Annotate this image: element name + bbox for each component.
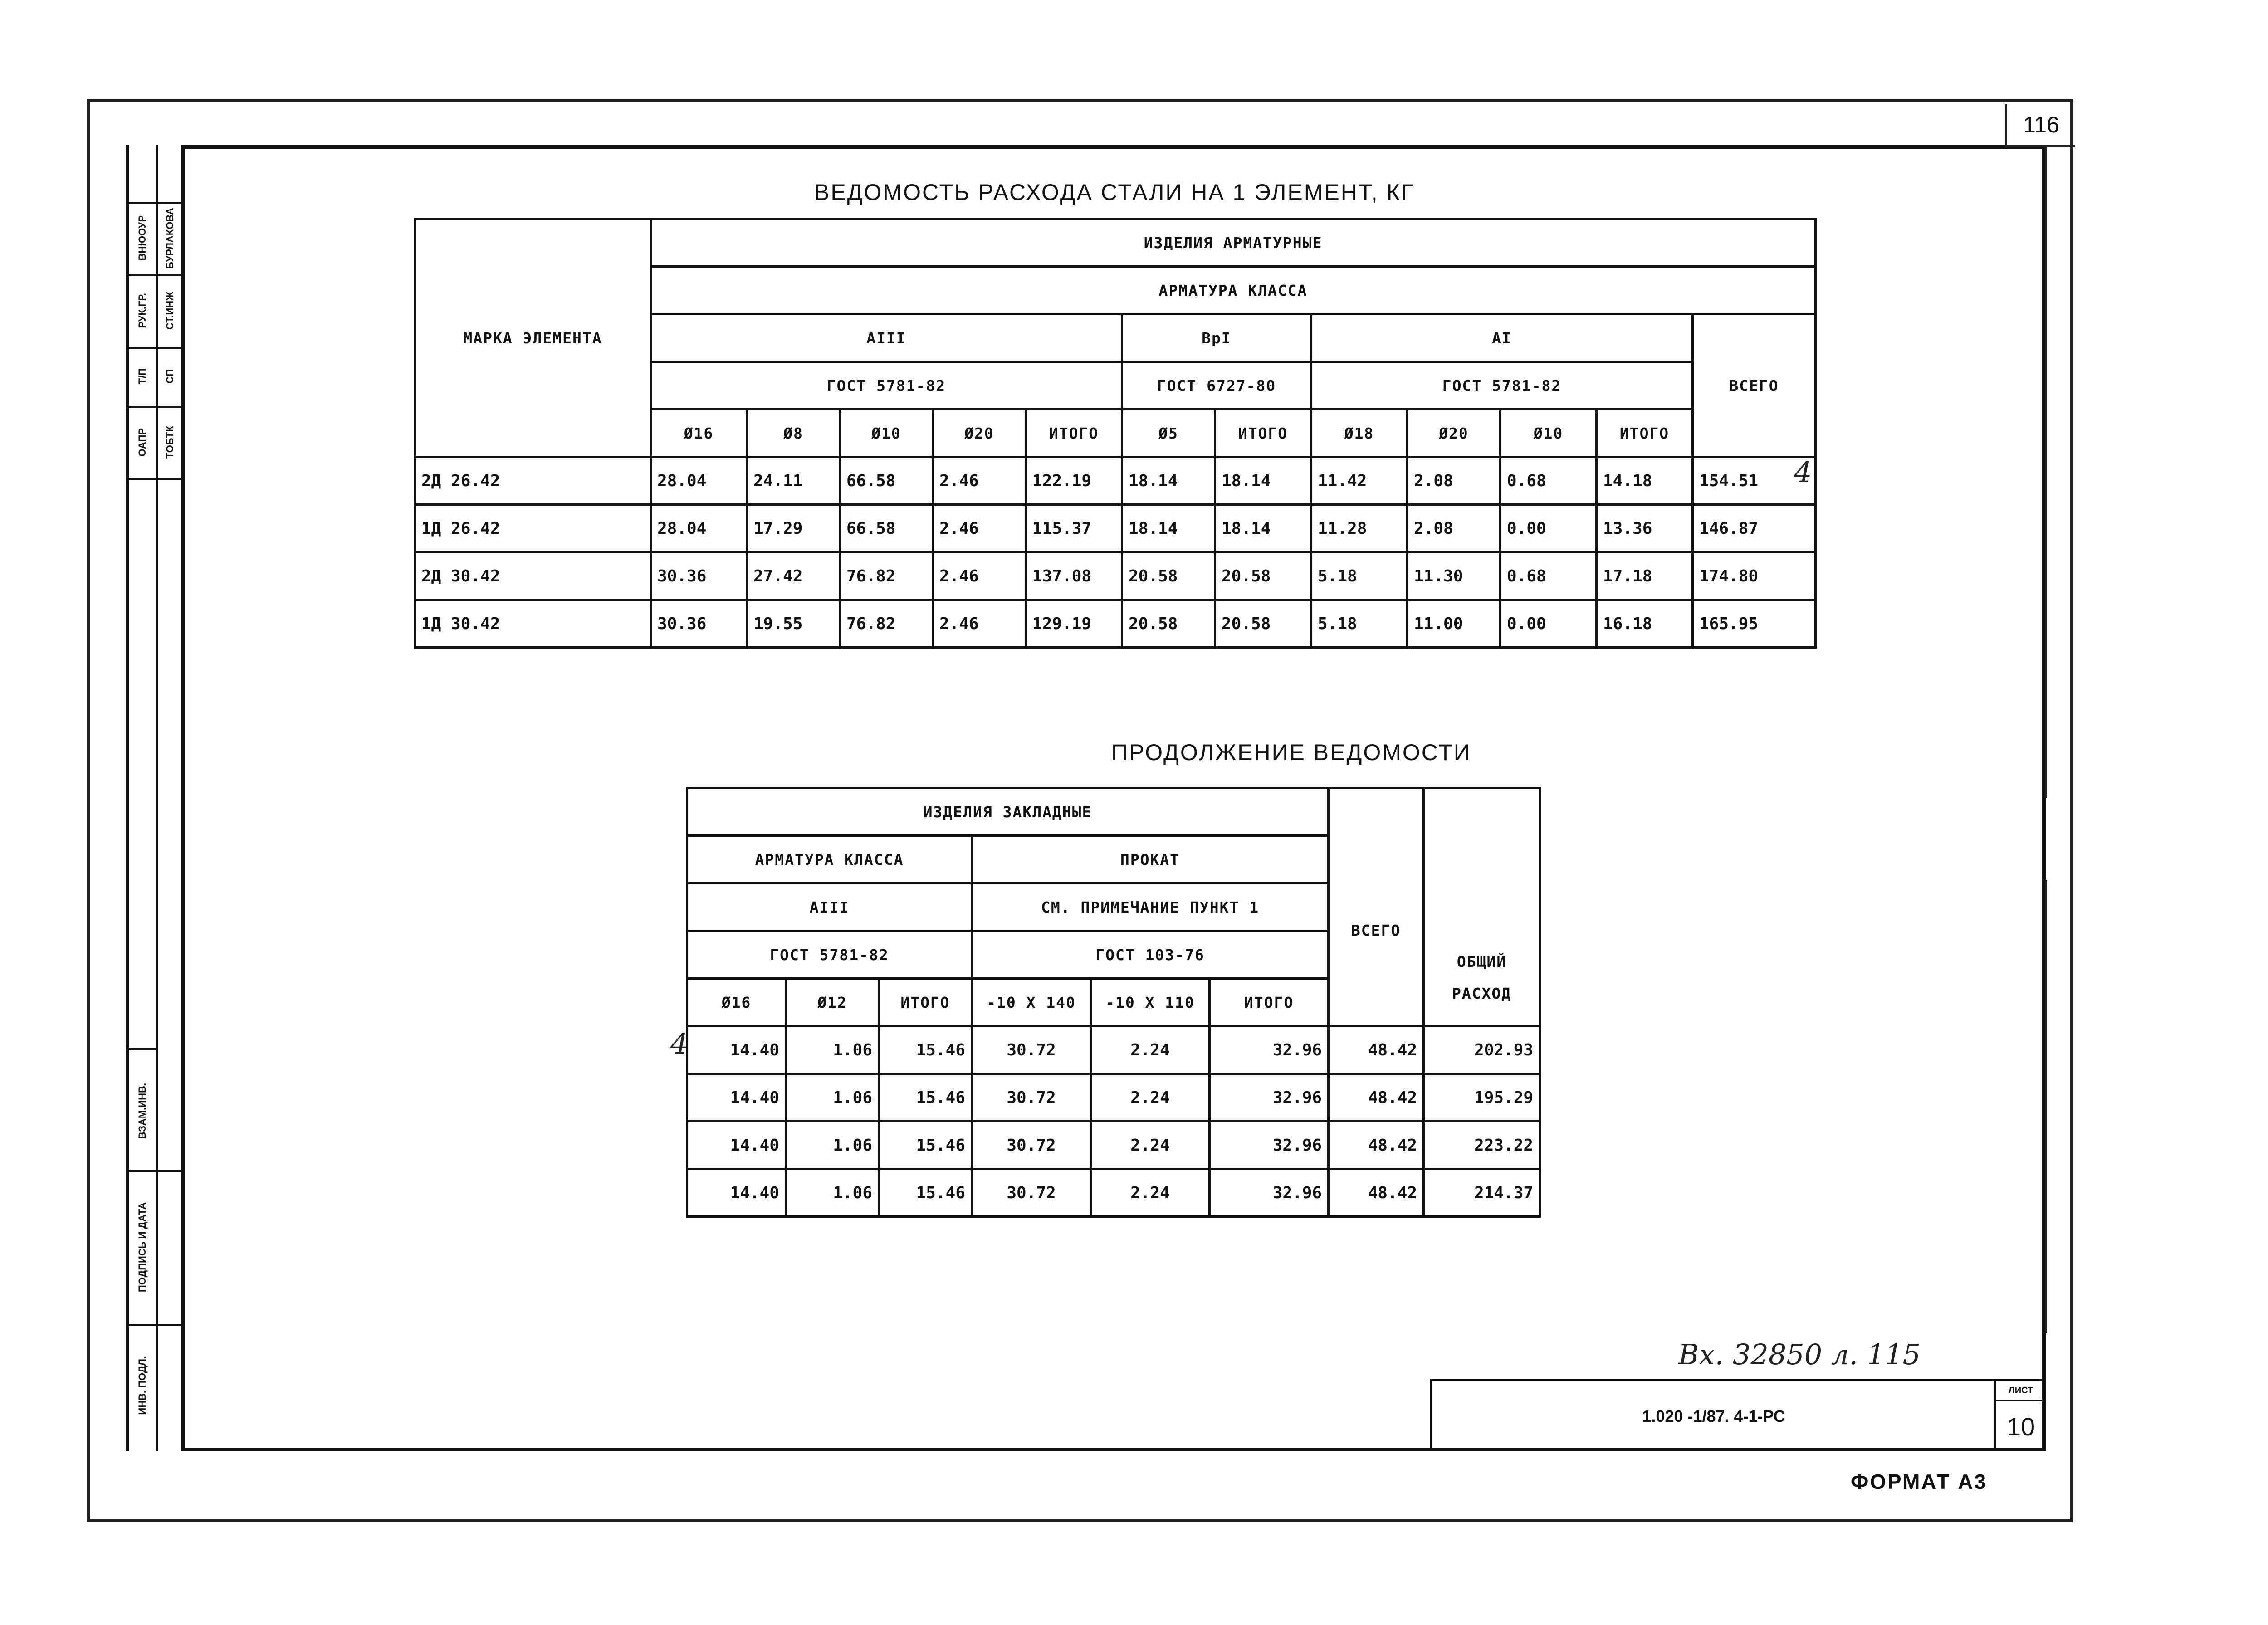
col-header: Ø5 (1122, 410, 1215, 457)
table-cell: 18.14 (1122, 505, 1215, 552)
table-cell: 14.40 (687, 1169, 786, 1217)
col-header-2: ИТОГО (1210, 979, 1329, 1026)
sidebar-label-interchange: ВЗАМ.ИНВ. (137, 1083, 148, 1139)
col-header: ИТОГО (1215, 410, 1311, 457)
gost-right-2: ГОСТ 103-76 (972, 931, 1329, 979)
overall-header (1424, 931, 1540, 1026)
table-cell: 165.95 (1693, 600, 1816, 648)
rolled-header: ПРОКАТ (972, 836, 1329, 883)
table-cell: 48.42 (1329, 1122, 1424, 1169)
table-cell: 48.42 (1329, 1026, 1424, 1074)
table-cell: 30.72 (972, 1074, 1091, 1122)
table-row (415, 552, 1816, 600)
table-cell: 5.18 (1311, 600, 1408, 648)
gost-left-2: ГОСТ 5781-82 (687, 931, 972, 979)
sidebar-label-6: СТ.ИНЖ (164, 292, 176, 330)
sidebar-label-8: БУРЛАКОВА (164, 207, 176, 269)
class-aiii-2: АIII (687, 883, 972, 931)
col-header: Ø20 (1408, 410, 1501, 457)
table-cell: 146.87 (1693, 505, 1816, 552)
col-header: Ø10 (1501, 410, 1597, 457)
table-row (415, 505, 1816, 552)
table-cell: 1.06 (786, 1122, 879, 1169)
sheet-number-top: 116 (2005, 104, 2075, 147)
col-header: ИТОГО (1026, 410, 1122, 457)
table-cell: 122.19 (1026, 457, 1122, 505)
table-cell: 28.04 (651, 457, 747, 505)
class-aiii: АIII (651, 314, 1122, 362)
table-cell: 11.28 (1311, 505, 1408, 552)
document-code: 1.020 -1/87. 4-1-РС (1642, 1407, 1785, 1425)
table-cell: 1.06 (786, 1074, 879, 1122)
table-cell: 18.14 (1215, 457, 1311, 505)
table-cell: 2.08 (1408, 457, 1501, 505)
table-cell: 2.24 (1091, 1026, 1210, 1074)
table-cell: 76.82 (840, 552, 933, 600)
table-cell: 18.14 (1122, 457, 1215, 505)
col-header: ИТОГО (1597, 410, 1693, 457)
table2-body (687, 1026, 1540, 1217)
table1-title: ВЕДОМОСТЬ РАСХОДА СТАЛИ НА 1 ЭЛЕМЕНТ, КГ (814, 180, 1415, 205)
table2-title: ПРОДОЛЖЕНИЕ ВЕДОМОСТИ (1111, 740, 1471, 765)
class-ai: АI (1311, 314, 1693, 362)
table-cell: 17.18 (1597, 552, 1693, 600)
table-cell: 1.06 (786, 1169, 879, 1217)
col-header: Ø16 (651, 410, 747, 457)
element-mark: 2Д 26.42 (415, 457, 651, 505)
table2-margin-mark: 4 (670, 1027, 689, 1060)
table-cell: 214.37 (1424, 1169, 1540, 1217)
class-header: АРМАТУРА КЛАССА (651, 267, 1816, 314)
table-row (687, 1169, 1540, 1217)
total-header-2: ВСЕГО (1329, 836, 1424, 1026)
table-row (687, 1074, 1540, 1122)
table-cell: 0.00 (1501, 600, 1597, 648)
table-cell: 2.46 (933, 552, 1026, 600)
table-cell: 20.58 (1215, 600, 1311, 648)
table-cell: 30.72 (972, 1122, 1091, 1169)
format-label: ФОРМАТ А3 (1851, 1470, 1988, 1493)
element-mark: 1Д 30.42 (415, 600, 651, 648)
table-cell: 16.18 (1597, 600, 1693, 648)
table-cell: 0.68 (1501, 457, 1597, 505)
table-cell: 30.36 (651, 552, 747, 600)
table-cell: 137.08 (1026, 552, 1122, 600)
class-vri: ВрI (1122, 314, 1311, 362)
table-cell: 115.37 (1026, 505, 1122, 552)
table-cell: 30.72 (972, 1169, 1091, 1217)
table-cell: 2.24 (1091, 1074, 1210, 1122)
table-cell: 202.93 (1424, 1026, 1540, 1074)
table-cell: 15.46 (879, 1169, 972, 1217)
table-cell: 195.29 (1424, 1074, 1540, 1122)
col-header-2: -10 Х 110 (1091, 979, 1210, 1026)
table-cell: 11.30 (1408, 552, 1501, 600)
table-cell: 154.51 (1693, 457, 1816, 505)
table-row (415, 600, 1816, 648)
steel-consumption-table (414, 218, 1817, 649)
handwritten-reference: Вх. 32850 л. 115 (1678, 1338, 1921, 1371)
table-cell: 2.24 (1091, 1122, 1210, 1169)
col-header-2: Ø12 (786, 979, 879, 1026)
table-cell: 14.40 (687, 1074, 786, 1122)
table-cell: 174.80 (1693, 552, 1816, 600)
table-cell: 15.46 (879, 1026, 972, 1074)
table-cell: 32.96 (1210, 1026, 1329, 1074)
table-cell: 13.36 (1597, 505, 1693, 552)
table-cell: 1.06 (786, 1026, 879, 1074)
left-sidebar (126, 145, 181, 1451)
col-header-2: -10 Х 140 (972, 979, 1091, 1026)
sidebar-label-original: ИНВ. ПОДЛ. (137, 1356, 148, 1415)
table-cell: 0.68 (1501, 552, 1597, 600)
table-cell: 76.82 (840, 600, 933, 648)
mark-header: МАРКА ЭЛЕМЕНТА (415, 219, 651, 457)
sidebar-label-1: ОАПР (137, 428, 148, 457)
table-cell: 14.40 (687, 1122, 786, 1169)
table-row (687, 1026, 1540, 1074)
table-cell: 0.00 (1501, 505, 1597, 552)
element-mark: 2Д 30.42 (415, 552, 651, 600)
col-header: Ø20 (933, 410, 1026, 457)
sheet-number: 10 (2006, 1412, 2035, 1441)
table-cell: 20.58 (1122, 600, 1215, 648)
right-rule (2045, 145, 2047, 798)
gost-ai: ГОСТ 5781-82 (1311, 362, 1693, 410)
table-cell: 32.96 (1210, 1169, 1329, 1217)
element-mark: 1Д 26.42 (415, 505, 651, 552)
col-header-2: Ø16 (687, 979, 786, 1026)
table-cell: 129.19 (1026, 600, 1122, 648)
col-header: Ø18 (1311, 410, 1408, 457)
table-cell: 19.55 (747, 600, 840, 648)
table-cell: 11.00 (1408, 600, 1501, 648)
table-cell: 20.58 (1215, 552, 1311, 600)
sidebar-label-4: СП (164, 369, 176, 384)
table-cell: 2.46 (933, 505, 1026, 552)
sidebar-label-2: ТОБТК (164, 425, 176, 459)
gost-aiii: ГОСТ 5781-82 (651, 362, 1122, 410)
table-cell: 14.40 (687, 1026, 786, 1074)
table-cell: 223.22 (1424, 1122, 1540, 1169)
table-cell: 14.18 (1597, 457, 1693, 505)
rolled-note: СМ. ПРИМЕЧАНИЕ ПУНКТ 1 (972, 883, 1329, 931)
table-row (415, 457, 1816, 505)
col-header-2: ИТОГО (879, 979, 972, 1026)
table-cell: 32.96 (1210, 1074, 1329, 1122)
table-cell: 18.14 (1215, 505, 1311, 552)
class-header-2: АРМАТУРА КЛАССА (687, 836, 972, 883)
table-cell: 2.46 (933, 457, 1026, 505)
table-cell: 20.58 (1122, 552, 1215, 600)
table-cell: 15.46 (879, 1074, 972, 1122)
table1-body (415, 457, 1816, 648)
overall-header-text: ОБЩИЙ РАСХОД (1452, 953, 1512, 1003)
sheet-label: ЛИСТ (1996, 1381, 2046, 1401)
sidebar-label-signature: ПОДПИСЬ И ДАТА (137, 1202, 148, 1293)
table-cell: 48.42 (1329, 1169, 1424, 1217)
table-cell: 30.72 (972, 1026, 1091, 1074)
col-header: Ø8 (747, 410, 840, 457)
table-cell: 30.36 (651, 600, 747, 648)
table-cell: 11.42 (1311, 457, 1408, 505)
sidebar-label-5: РУК.ГР. (137, 293, 148, 328)
table-cell: 66.58 (840, 457, 933, 505)
table-cell: 2.46 (933, 600, 1026, 648)
table-cell: 66.58 (840, 505, 933, 552)
right-rule-lower (2045, 880, 2047, 1333)
group-header: ИЗДЕЛИЯ АРМАТУРНЫЕ (651, 219, 1816, 267)
gost-vri: ГОСТ 6727-80 (1122, 362, 1311, 410)
table-cell: 24.11 (747, 457, 840, 505)
sidebar-label-7: ВНЮОУР (137, 215, 148, 261)
table-cell: 2.24 (1091, 1169, 1210, 1217)
sidebar-label-3: Т/П (137, 368, 148, 385)
col-header: Ø10 (840, 410, 933, 457)
table1-margin-mark: 4 (1794, 456, 1812, 489)
table-row (687, 1122, 1540, 1169)
table-cell: 2.08 (1408, 505, 1501, 552)
sheet-box (1994, 1381, 2046, 1451)
embedded-header: ИЗДЕЛИЯ ЗАКЛАДНЫЕ (687, 788, 1329, 836)
total-header: ВСЕГО (1693, 314, 1816, 457)
title-block (1430, 1379, 2046, 1451)
table-cell: 5.18 (1311, 552, 1408, 600)
table-cell: 48.42 (1329, 1074, 1424, 1122)
table-cell: 27.42 (747, 552, 840, 600)
continuation-table (686, 787, 1541, 1218)
table-cell: 32.96 (1210, 1122, 1329, 1169)
table-cell: 17.29 (747, 505, 840, 552)
table-cell: 28.04 (651, 505, 747, 552)
table-cell: 15.46 (879, 1122, 972, 1169)
